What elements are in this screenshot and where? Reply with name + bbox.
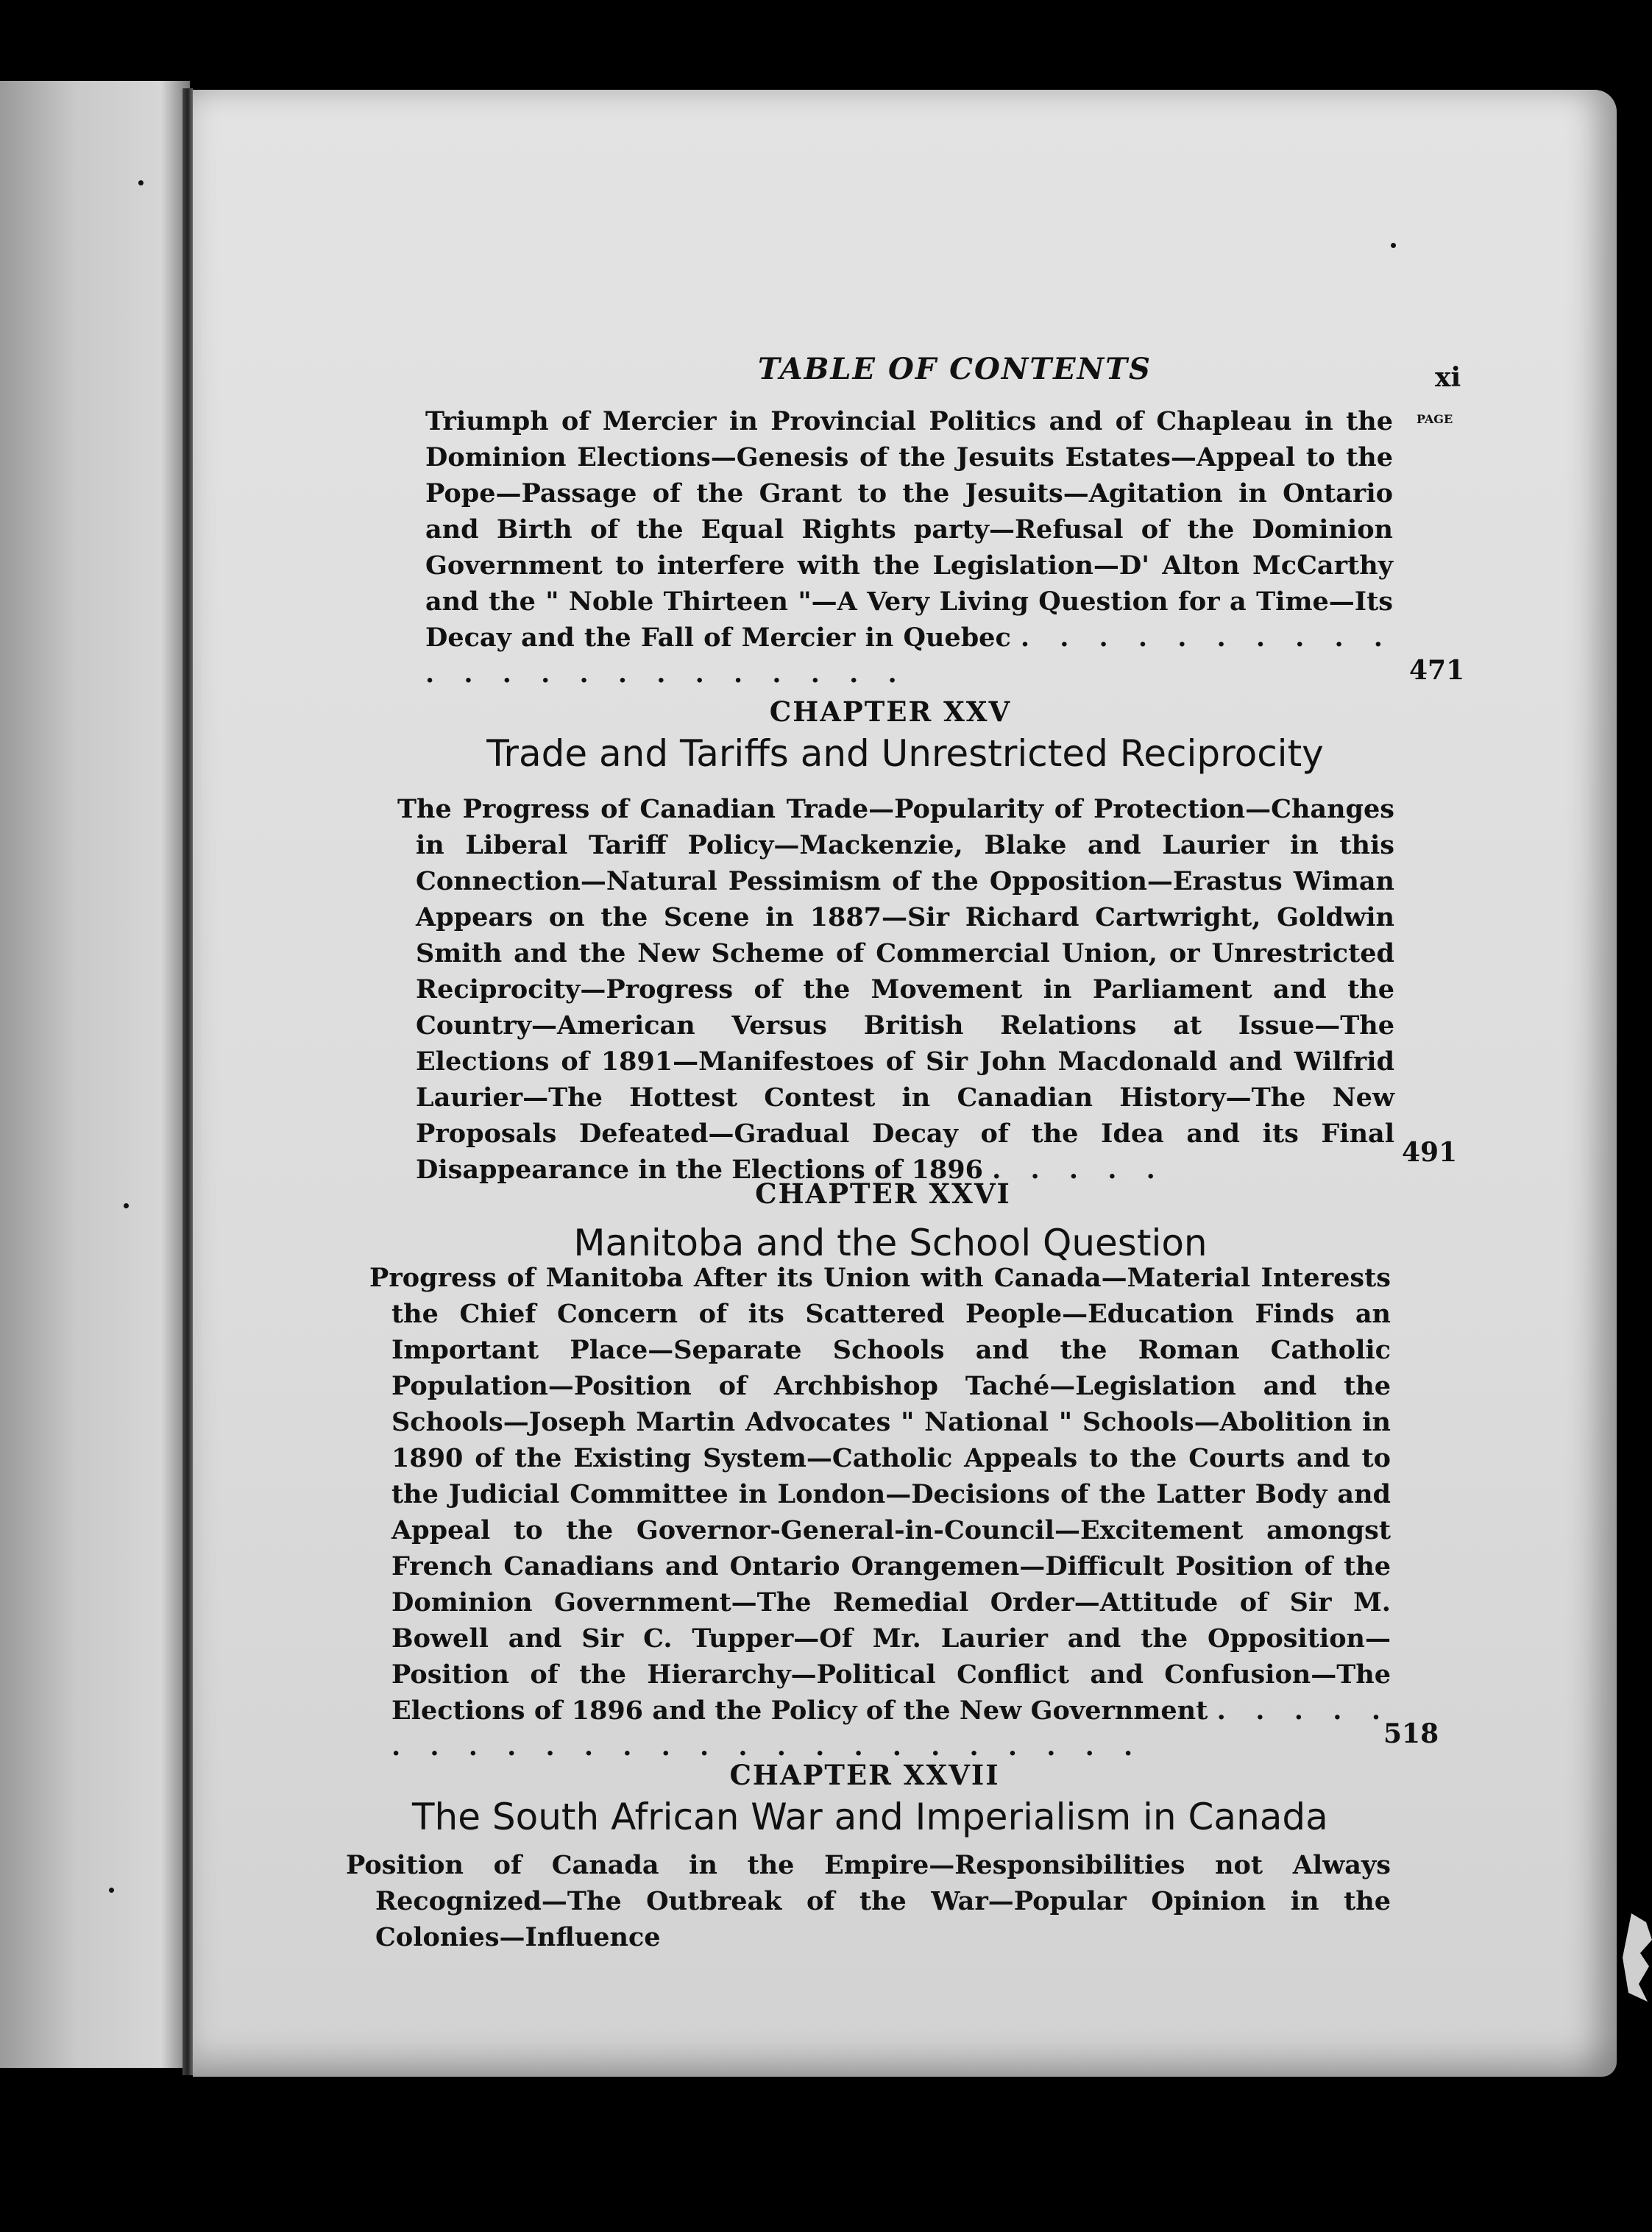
toc-page-number: 518 [1383, 1718, 1439, 1749]
toc-entry-summary [369, 1260, 1391, 1765]
dust-speck [1391, 243, 1396, 248]
facing-page-edge [0, 81, 190, 2068]
chapter-label: CHAPTER XXVII [729, 1759, 1000, 1791]
dust-speck [124, 1203, 129, 1208]
dust-speck [138, 180, 143, 185]
toc-page-number: 471 [1409, 655, 1465, 686]
toc-page-number: 491 [1402, 1137, 1458, 1168]
dust-speck [109, 1888, 114, 1893]
toc-entry-summary [397, 791, 1394, 1188]
toc-entry-summary [346, 1847, 1391, 1955]
running-head: TABLE OF CONTENTS [758, 352, 1152, 386]
book-gutter [182, 88, 193, 2075]
dot-leader: . . . . . . . . . . . . . . . . . . . . . . . [425, 623, 1393, 689]
entry-summary-text: Progress of Manitoba After its Union with Canada—Material Interests the Chief Concern of its Scattered People—Education Finds an Important Place—Separate Schools and the Roman Catholic Population—Position of Archbishop Taché—Legislation and the Schools—Joseph Martin Advocates " National " Schools—Abolition in 1890 of the Existing System—Catholic Appeals to the Courts and to the Judicial Committee in London—Decisions of the Latter Body and Appeal to the Governor-General-in-Council—Excitement amongst French Canadians and Ontario Orangemen—Difficult Position of the Dominion Government—The Remedial Order—Attitude of Sir M. Bowell and Sir C. Tupper—Of Mr. Laurier and the Opposition—Position of the Hierarchy—Political Conflict and Confusion—The Elections of 1896 and the Policy of the New Government [369, 1263, 1391, 1726]
dot-leader: . . . . . [992, 1155, 1166, 1185]
entry-summary-text: Triumph of Mercier in Provincial Politics and of Chapleau in the Dominion Elections—Genesis of the Jesuits Estates—Appeal to the Pope—Passage of the Grant to the Jesuits—Agitation in Ontario and Birth of the Equal Rights party—Refusal of the Dominion Government to interfere with the Legislation—D' Alton McCarthy and the " Noble Thirteen "—A Very Living Question for a Time—Its Decay and the Fall of Mercier in Quebec [425, 406, 1393, 653]
chapter-title: The South African War and Imperialism in Canada [412, 1796, 1328, 1838]
chapter-label: CHAPTER XXVI [755, 1177, 1011, 1210]
page-folio: xi [1435, 362, 1461, 393]
chapter-label: CHAPTER XXV [769, 695, 1012, 728]
page-column-label: PAGE [1417, 412, 1453, 426]
entry-summary-text: Position of Canada in the Empire—Responsibilities not Always Recognized—The Outbreak of the War—Popular Opinion in the Colonies—Influence [346, 1850, 1391, 1952]
chapter-title: Manitoba and the School Question [573, 1222, 1208, 1264]
entry-summary-text: The Progress of Canadian Trade—Popularity of Protection—Changes in Liberal Tariff Policy—Mackenzie, Blake and Laurier in this Connection—Natural Pessimism of the Opposition—Erastus Wiman Appears on the Scene in 1887—Sir Richard Cartwright, Goldwin Smith and the New Scheme of Commercial Union, or Unrestricted Reciprocity—Progress of the Movement in Parliament and the Country—American Versus British Relations at Issue—The Elections of 1891—Manifestoes of Sir John Macdonald and Wilfrid Laurier—The Hottest Contest in Canadian History—The New Proposals Defeated—Gradual Decay of the Idea and its Final Disappearance in the Elections of 1896 [397, 794, 1394, 1185]
toc-entry-summary [425, 403, 1393, 692]
dot-leader: . . . . . . . . . . . . . . . . . . . . . . . . . [391, 1696, 1392, 1762]
chapter-title: Trade and Tariffs and Unrestricted Reciprocity [486, 732, 1324, 775]
